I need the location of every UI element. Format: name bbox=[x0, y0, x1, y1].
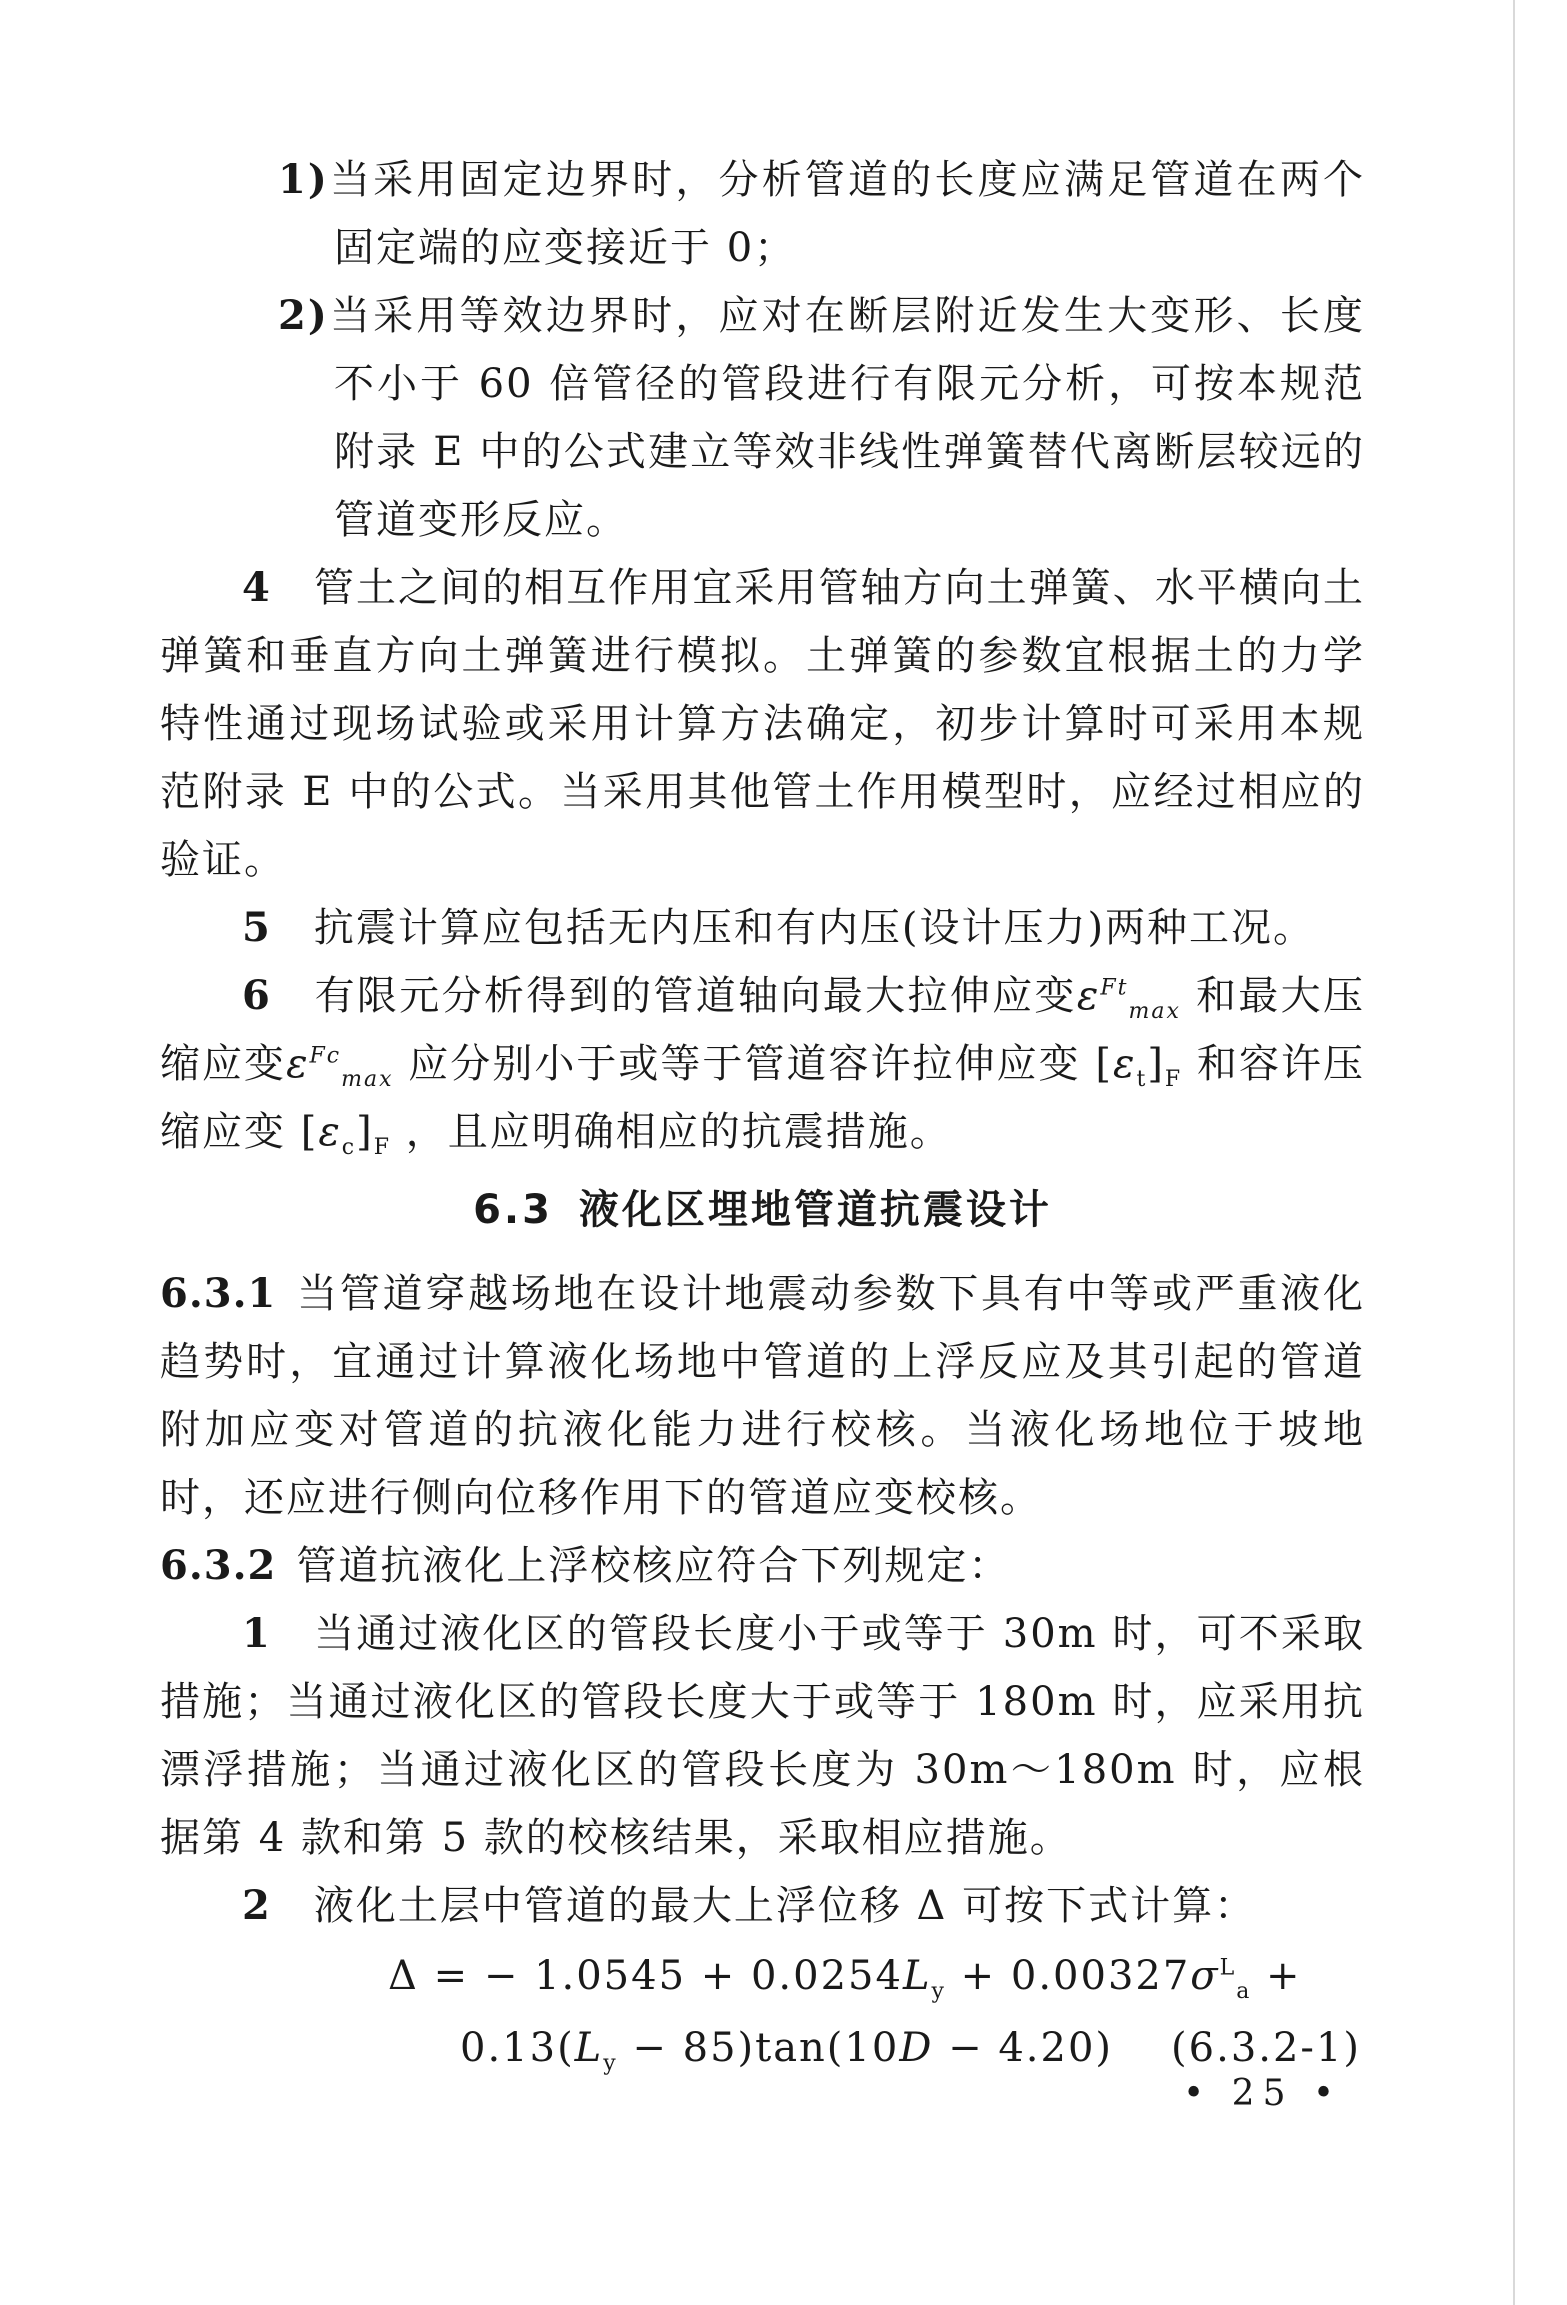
clause-1-number: 1 bbox=[242, 1610, 272, 1657]
epsilon-symbol: ε bbox=[286, 1041, 310, 1087]
clause-6-text-b: 和最大压缩应变 bbox=[160, 973, 1366, 1087]
item-text-2: 当采用等效边界时，应对在断层附近发生大变形、长度不小于 60 倍管径的管段进行有限元分析，可按本规范附录 E 中的公式建立等效非线性弹簧替代离断层较远的管道变形反应。 bbox=[328, 293, 1365, 543]
subscript-y: y bbox=[603, 2051, 618, 2076]
bracket-close: ] bbox=[1147, 1041, 1165, 1087]
clause-6-text-c: 应分别小于或等于管道容许拉伸应变 [ bbox=[393, 1041, 1113, 1087]
subscript-max: max bbox=[341, 1067, 394, 1092]
section-title: 液化区埋地管道抗震设计 bbox=[578, 1187, 1052, 1233]
superscript-Ft: Ft bbox=[1100, 975, 1129, 1001]
formula-part: Δ = − 1.0545 + 0.0254 bbox=[388, 1953, 903, 1999]
formula-part: + 0.00327 bbox=[945, 1953, 1191, 1999]
formula-part: + bbox=[1251, 1953, 1302, 1999]
clause-4 bbox=[160, 554, 1365, 894]
article-6-3-2 bbox=[160, 1532, 1365, 1600]
strain-symbol-tension-max bbox=[1076, 973, 1181, 1024]
article-6-3-1 bbox=[160, 1260, 1365, 1532]
clause-6-text-d: 和容许压缩应变 [ bbox=[160, 1041, 1365, 1155]
clause-6-text-e: ，且应明确相应的抗震措施。 bbox=[391, 1109, 952, 1155]
clause-6-3-2-1 bbox=[160, 1600, 1365, 1872]
article-text-6-3-2: 管道抗液化上浮校核应符合下列规定： bbox=[296, 1543, 1011, 1589]
subscript-max: max bbox=[1128, 999, 1181, 1024]
subscript-y: y bbox=[931, 1979, 946, 2004]
clause-2-number: 2 bbox=[242, 1882, 272, 1929]
subscript-t: t bbox=[1136, 1067, 1148, 1092]
subscript-a: a bbox=[1236, 1979, 1252, 2004]
document-page bbox=[160, 146, 1365, 2084]
formula-part: 0.13( bbox=[460, 2025, 575, 2071]
epsilon-c-symbol: ε bbox=[318, 1109, 342, 1155]
page-number: • 25 • bbox=[1183, 2073, 1343, 2114]
section-heading bbox=[160, 1176, 1365, 1244]
subscript-c: c bbox=[341, 1135, 357, 1160]
item-text-1: 当采用固定边界时，分析管道的长度应满足管道在两个固定端的应变接近于 0； bbox=[328, 157, 1365, 271]
symbol-L: L bbox=[902, 1953, 932, 1999]
clause-4-text: 管土之间的相互作用宜采用管轴方向土弹簧、水平横向土弹簧和垂直方向土弹簧进行模拟。土弹簧的参数宜根据土的力学特性通过现场试验或采用计算方法确定，初步计算时可采用本规范附录 E 中的公式。当采用其他管土作用模型时，应经过相应的验证。 bbox=[160, 565, 1366, 883]
page-edge-line bbox=[1513, 0, 1515, 2305]
formula-6-3-2-1 bbox=[160, 1940, 1365, 2084]
formula-part: − 85)tan(10 bbox=[617, 2025, 900, 2071]
subscript-F: F bbox=[1164, 1067, 1183, 1092]
section-number: 6.3 bbox=[473, 1187, 553, 1233]
article-number-6-3-2: 6.3.2 bbox=[160, 1542, 277, 1589]
clause-6-text-a: 有限元分析得到的管道轴向最大拉伸应变 bbox=[314, 973, 1077, 1019]
clause-5-number: 5 bbox=[242, 904, 272, 951]
symbol-D: D bbox=[899, 2025, 934, 2071]
bracket-close: ] bbox=[356, 1109, 374, 1155]
clause-4-number: 4 bbox=[242, 564, 272, 611]
clause-2-text: 液化土层中管道的最大上浮位移 Δ 可按下式计算： bbox=[313, 1883, 1257, 1929]
formula-part: − 4.20) bbox=[933, 2025, 1114, 2071]
symbol-L: L bbox=[574, 2025, 604, 2071]
clause-5-text: 抗震计算应包括无内压和有内压(设计压力)两种工况。 bbox=[313, 905, 1316, 951]
superscript-Fc: Fc bbox=[309, 1043, 342, 1069]
clause-6-3-2-2 bbox=[160, 1872, 1365, 1940]
clause-6 bbox=[160, 962, 1365, 1166]
strain-symbol-compression-max bbox=[286, 1041, 394, 1092]
clause-6-number: 6 bbox=[242, 972, 272, 1019]
symbol-sigma: σ bbox=[1190, 1953, 1220, 1999]
superscript-L: L bbox=[1219, 1955, 1237, 1981]
item-marker-2: 2) bbox=[278, 292, 329, 339]
article-number-6-3-1: 6.3.1 bbox=[160, 1270, 277, 1317]
clause-1-text: 当通过液化区的管段长度小于或等于 30m 时，可不采取措施；当通过液化区的管段长度大于或等于 180m 时，应采用抗漂浮措施；当通过液化区的管段长度为 30m～180m 时，应根据第 4 款和第 5 款的校核结果，采取相应措施。 bbox=[160, 1611, 1365, 1861]
list-item-1 bbox=[160, 146, 1365, 282]
subscript-F: F bbox=[373, 1135, 391, 1160]
equation-number: (6.3.2-1) bbox=[1171, 2025, 1361, 2071]
formula-line-2-expr bbox=[460, 2012, 1113, 2084]
formula-line-1 bbox=[160, 1940, 1365, 2012]
list-item-2 bbox=[160, 282, 1365, 554]
clause-5 bbox=[160, 894, 1365, 962]
item-marker-1: 1) bbox=[278, 156, 329, 203]
epsilon-symbol: ε bbox=[1076, 973, 1101, 1019]
article-text-6-3-1: 当管道穿越场地在设计地震动参数下具有中等或严重液化趋势时，宜通过计算液化场地中管道的上浮反应及其引起的管道附加应变对管道的抗液化能力进行校核。当液化场地位于坡地时，还应进行侧向位移作用下的管道应变校核。 bbox=[160, 1271, 1365, 1521]
epsilon-t-symbol: ε bbox=[1113, 1041, 1137, 1087]
